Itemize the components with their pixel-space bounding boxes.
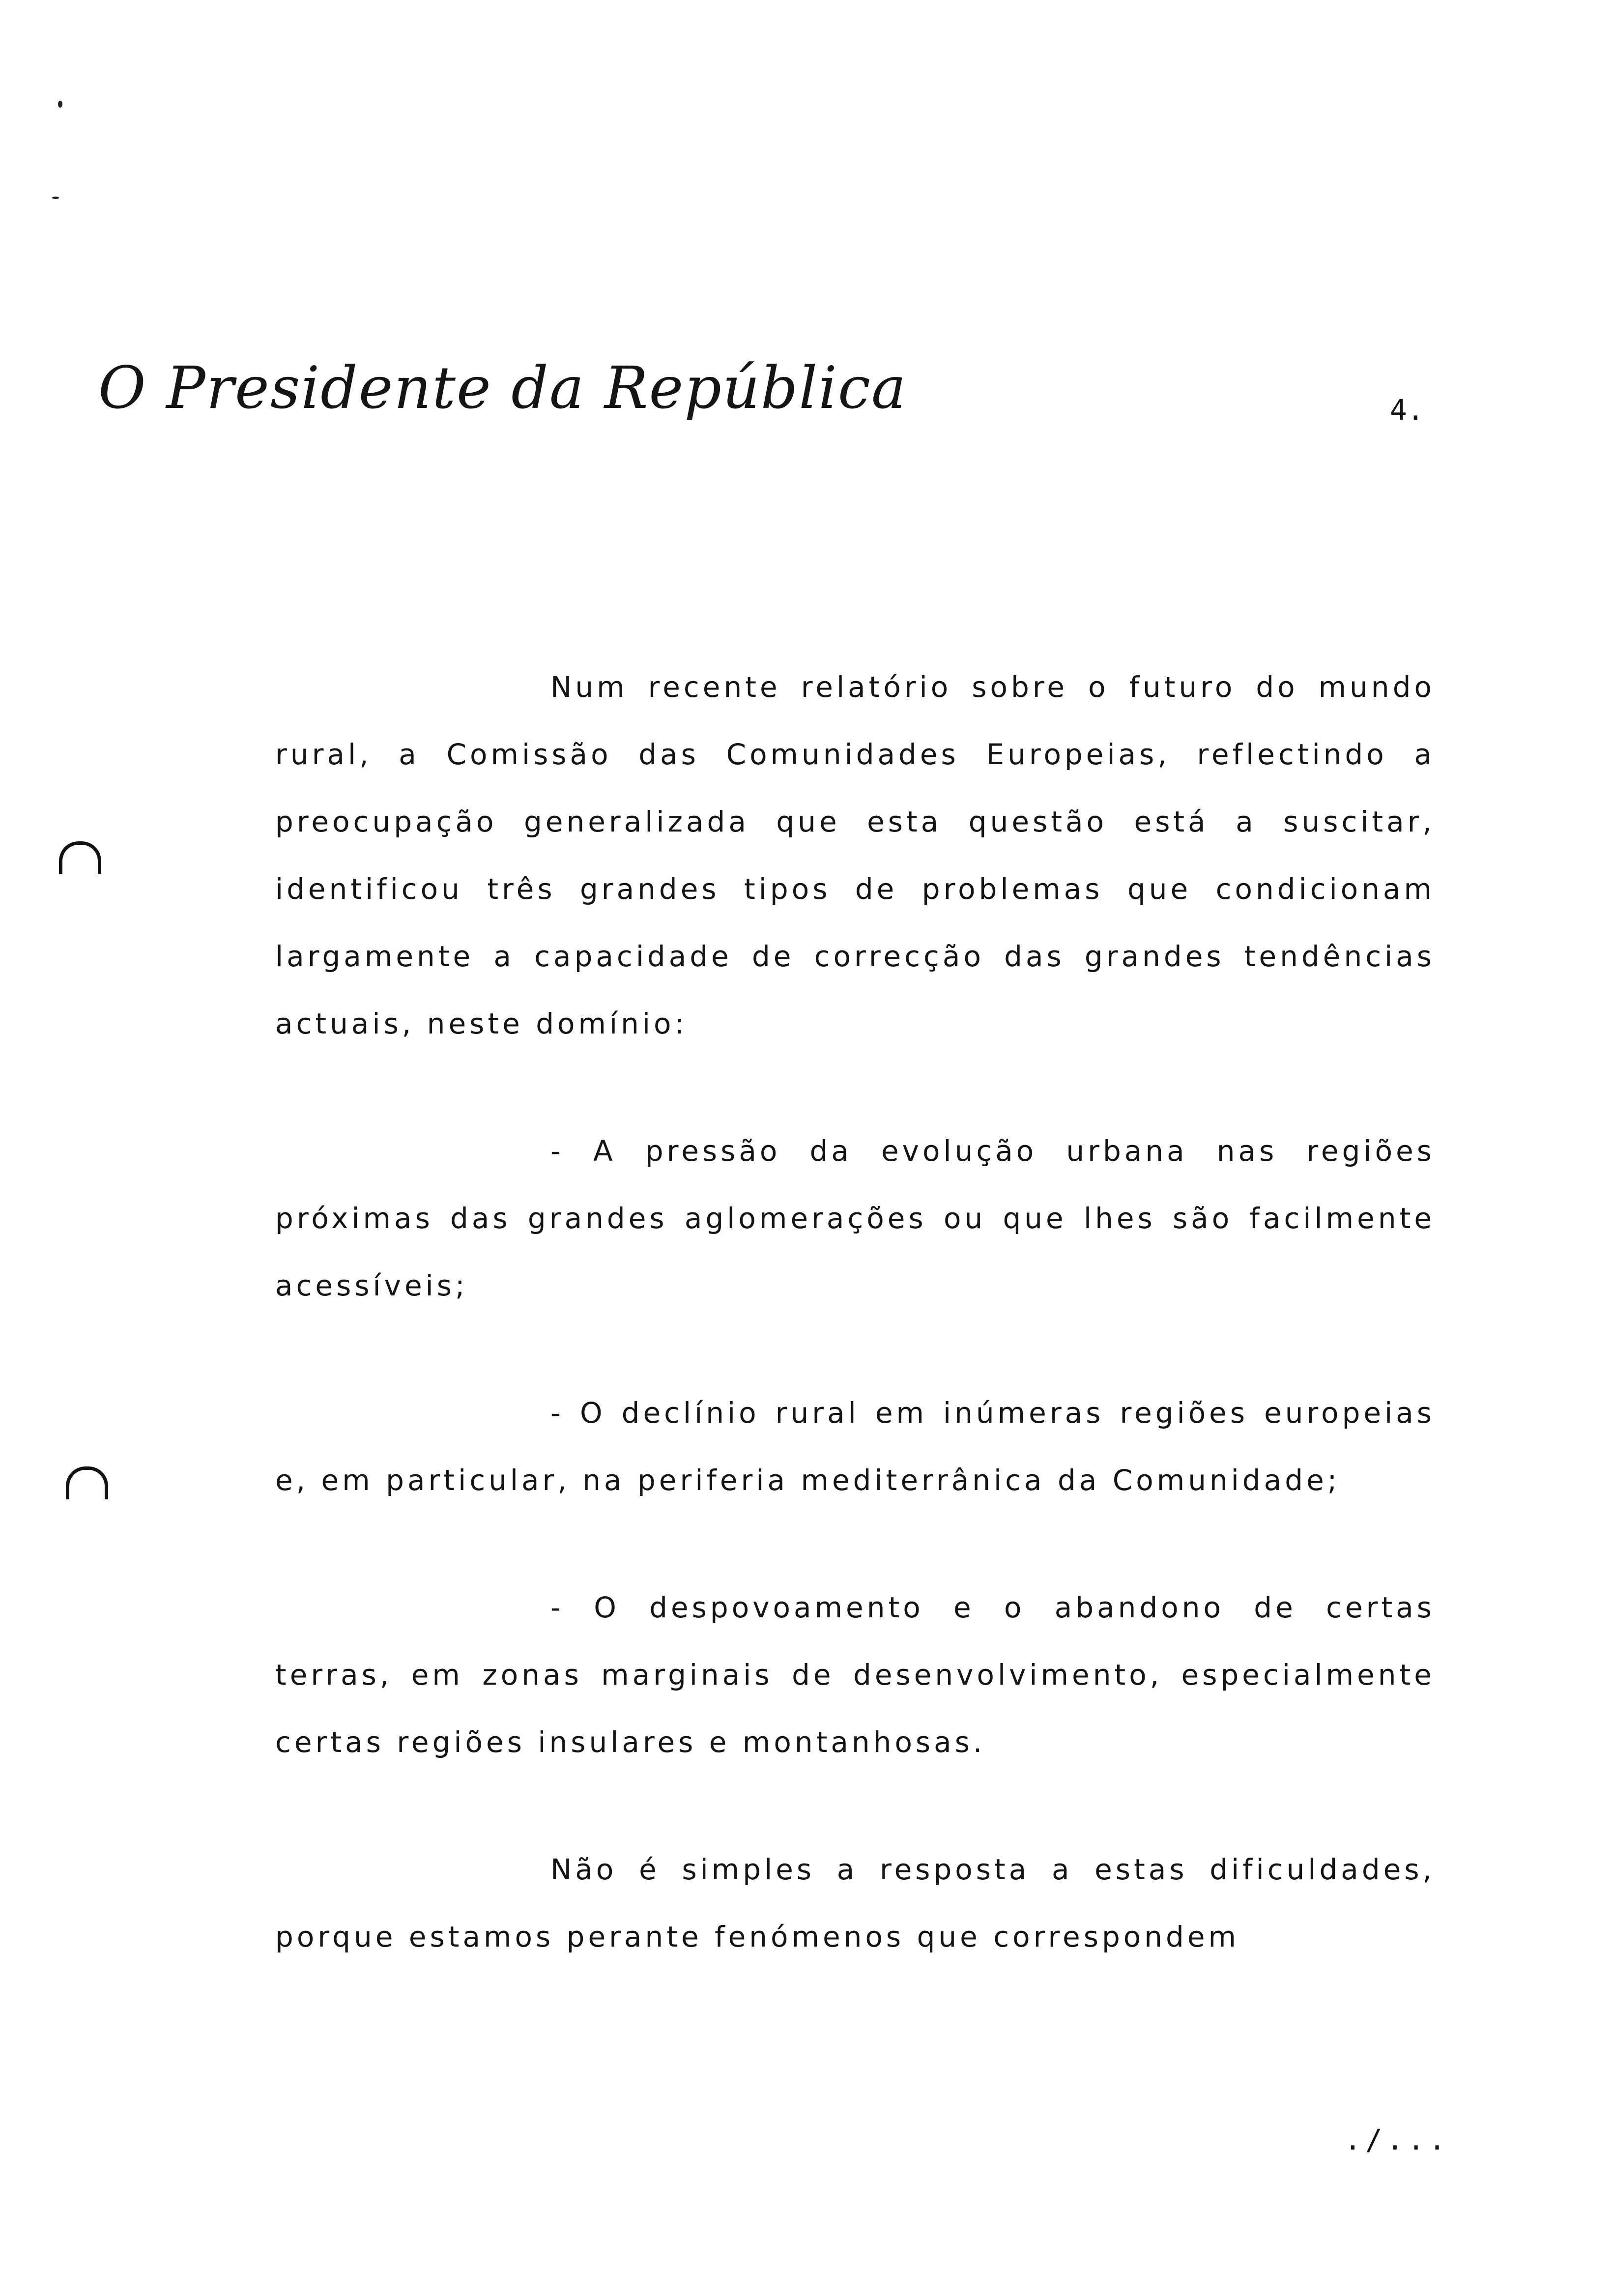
letterhead: O Presidente da República xyxy=(98,354,907,422)
body-text xyxy=(275,654,1435,2031)
list-item-depopulation: - O despovoamento e o abandono de certas terras, em zonas marginais de desenvolvimento, especialmente certas regiões insulares e montanhosas. xyxy=(275,1591,1435,1759)
continuation-mark: ./... xyxy=(1344,2123,1450,2156)
list-item-rural-decline: - O declínio rural em inúmeras regiões europeias e, em particular, na periferia mediterrânica da Comunidade; xyxy=(275,1396,1435,1497)
paragraph-response: Não é simples a resposta a estas dificuldades, porque estamos perante fenómenos que correspondem xyxy=(275,1853,1435,1953)
list-item-urban-pressure: - A pressão da evolução urbana nas regiões próximas das grandes aglomerações ou que lhes são facilmente acessíveis; xyxy=(275,1134,1435,1302)
punch-hole-top xyxy=(59,841,101,874)
page-number: 4. xyxy=(1390,393,1424,427)
punch-hole-bottom xyxy=(66,1466,108,1499)
scan-speck xyxy=(52,197,59,199)
paragraph-intro: Num recente relatório sobre o futuro do mundo rural, a Comissão das Comunidades Europeias, reflectindo a preocupação generalizada que esta questão está a suscitar, identificou três grandes tipos de problemas que condicionam largamente a capacidade de correcção das grandes tendências actuais, neste domínio: xyxy=(275,670,1435,1040)
scan-speck xyxy=(58,101,62,108)
